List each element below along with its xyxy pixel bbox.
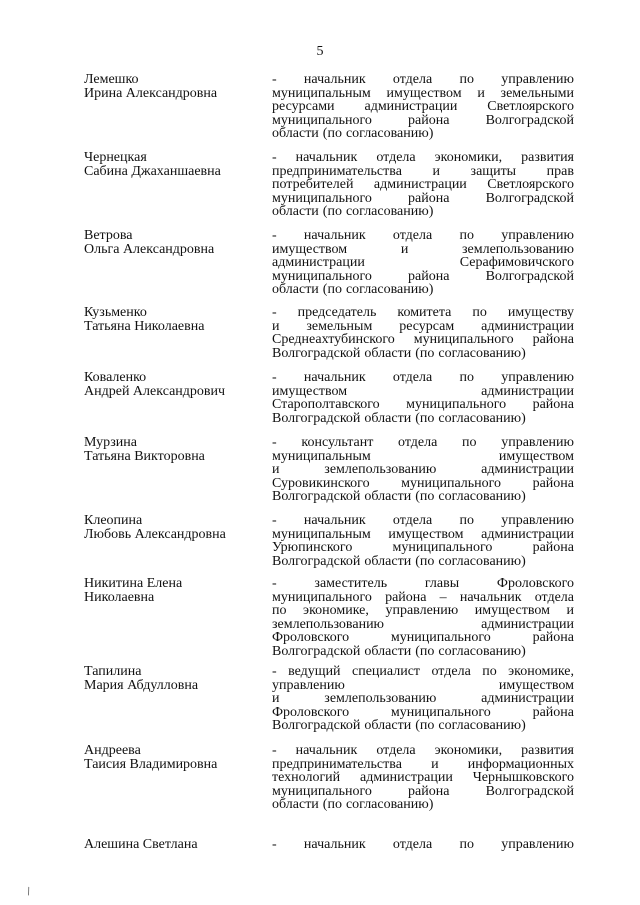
position-description: - заместитель главы Фроловского муниципального района – начальник отдела по экономике, управлению имуществом и землепользованию администрации Фроловского муниципального района Волгоградской области (по согласованию): [272, 576, 574, 659]
scan-mark: \: [24, 883, 33, 899]
position-description: - начальник отдела по управлению: [272, 837, 574, 852]
person-name: Чернецкая Сабина Джаханшаевна: [84, 150, 221, 179]
person-name: Алешина Светлана: [84, 837, 198, 852]
position-description: - начальник отдела по управлению имуществом администрации Старополтавского муниципального района Волгоградской области (по согласованию): [272, 370, 574, 426]
person-name: Кузьменко Татьяна Николаевна: [84, 305, 205, 334]
position-description: - консультант отдела по управлению муниципальным имуществом и землепользованию администрации Суровикинского муниципального района Волгоградской области (по согласованию): [272, 435, 574, 504]
position-description: - ведущий специалист отдела по экономике, управлению имуществом и землепользованию администрации Фроловского муниципального района Волгоградской области (по согласованию): [272, 664, 574, 733]
person-name: Никитина Елена Николаевна: [84, 576, 183, 605]
person-name: Андреева Таисия Владимировна: [84, 743, 218, 772]
position-description: - председатель комитета по имуществу и земельным ресурсам администрации Среднеахтубинского муниципального района Волгоградской области (по согласованию): [272, 305, 574, 361]
position-description: - начальник отдела экономики, развития предпринимательства и информационных технологий администрации Чернышковского муниципального района Волгоградской области (по согласованию): [272, 743, 574, 812]
position-description: - начальник отдела по управлению имуществом и землепользованию администрации Серафимовичского муниципального района Волгоградской области (по согласованию): [272, 228, 574, 297]
person-name: Ветрова Ольга Александровна: [84, 228, 215, 257]
position-description: - начальник отдела по управлению муниципальным имуществом и земельными ресурсами администрации Светлоярского муниципального района Волгоградской области (по согласованию): [272, 72, 574, 141]
person-name: Мурзина Татьяна Викторовна: [84, 435, 205, 464]
position-description: - начальник отдела экономики, развития предпринимательства и защиты прав потребителей администрации Светлоярского муниципального района Волгоградской области (по согласованию): [272, 150, 574, 219]
position-description: - начальник отдела по управлению муниципальным имуществом администрации Урюпинского муниципального района Волгоградской области (по согласованию): [272, 513, 574, 569]
person-name: Коваленко Андрей Александрович: [84, 370, 226, 399]
page-number: 5: [316, 44, 324, 59]
person-name: Лемешко Ирина Александровна: [84, 72, 218, 101]
person-name: Тапилина Мария Абдулловна: [84, 664, 199, 693]
person-name: Клеопина Любовь Александровна: [84, 513, 226, 542]
